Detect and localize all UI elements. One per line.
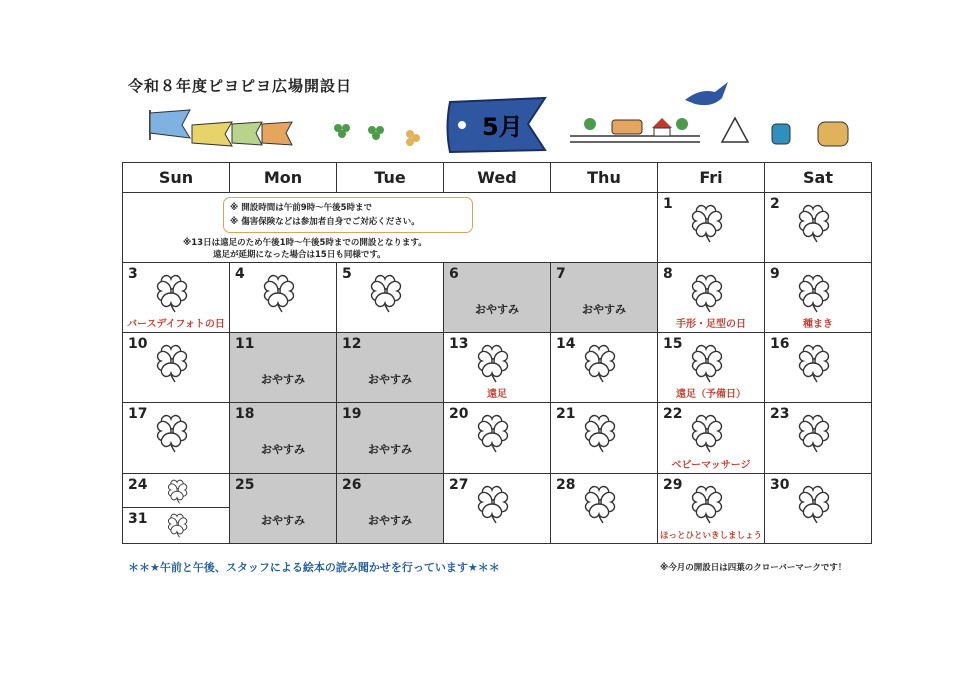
clover-icon xyxy=(684,409,728,453)
month-flag-icon xyxy=(448,98,546,152)
weekday-thu: Thu xyxy=(551,163,658,193)
rest-label: おやすみ xyxy=(368,513,412,527)
weekday-sun: Sun xyxy=(123,163,230,193)
clover-icon xyxy=(684,480,728,524)
clover-icon xyxy=(791,480,835,524)
day-number: 14 xyxy=(556,336,576,353)
day-cell-21 xyxy=(551,403,658,473)
event-label: バースデイフォトの日 xyxy=(127,319,225,331)
clover-icon xyxy=(163,476,191,504)
notice-line: ※13日は遠足のため午後1時～午後5時までの開設となります。 xyxy=(183,237,427,248)
notice-line: 遠足が延期になった場合は15日も同様です。 xyxy=(213,249,386,260)
notice-line: ※ 開設時間は午前9時～午後5時まで xyxy=(230,202,373,213)
clover-icon xyxy=(791,199,835,243)
day-cell-28 xyxy=(551,473,658,543)
week-row-2 xyxy=(123,262,872,332)
day-number: 12 xyxy=(342,336,362,353)
notice-line: ※ 傷害保険などは参加者自身でご対応ください。 xyxy=(230,216,420,227)
header-decoration xyxy=(0,0,960,165)
weekday-wed: Wed xyxy=(444,163,551,193)
clover-icon xyxy=(791,409,835,453)
cup-icon xyxy=(772,124,790,144)
day-cell-29 xyxy=(658,473,765,543)
week-row-1 xyxy=(123,192,872,262)
footer-note-right: ※今月の開設日は四葉のクローバーマークです！ xyxy=(660,563,847,573)
day-cell-1 xyxy=(658,192,765,262)
clover-decoration-icon xyxy=(334,124,384,140)
day-number: 13 xyxy=(449,336,469,353)
day-cell-10 xyxy=(123,333,230,403)
day-cell-2 xyxy=(765,192,872,262)
day-cell-8 xyxy=(658,262,765,332)
day-number: 4 xyxy=(235,265,245,282)
landscape-icon xyxy=(570,118,700,142)
day-number: 29 xyxy=(663,476,683,493)
clover-icon xyxy=(470,480,514,524)
event-label: 種まき xyxy=(803,319,833,331)
day-number: 17 xyxy=(128,406,148,423)
day-cell-24-31 xyxy=(123,473,230,543)
day-number: 30 xyxy=(770,476,790,493)
event-label: ベビーマッサージ xyxy=(671,459,751,471)
day-number: 10 xyxy=(128,336,148,353)
day-cell-16 xyxy=(765,333,872,403)
day-number: 22 xyxy=(663,406,683,423)
onigiri-icon xyxy=(722,118,748,142)
day-cell-30 xyxy=(765,473,872,543)
day-number: 15 xyxy=(663,336,683,353)
day-cell-24 xyxy=(123,474,229,508)
weekday-header-row xyxy=(123,163,872,193)
day-number: 7 xyxy=(556,265,566,282)
clover-icon xyxy=(256,269,300,313)
bird-icon xyxy=(685,82,728,105)
notice-cell xyxy=(123,192,658,262)
day-number: 25 xyxy=(235,476,255,493)
day-number: 20 xyxy=(449,406,469,423)
carp-streamer-icon xyxy=(150,110,292,146)
day-cell-5 xyxy=(337,262,444,332)
day-cell-14 xyxy=(551,333,658,403)
event-label: 手形・足型の日 xyxy=(676,319,746,331)
clover-icon xyxy=(791,269,835,313)
week-row-4 xyxy=(123,403,872,473)
notice-box xyxy=(223,197,473,233)
rest-label: おやすみ xyxy=(261,513,305,527)
day-cell-19 xyxy=(337,403,444,473)
day-number: 31 xyxy=(128,510,148,527)
rest-label: おやすみ xyxy=(368,373,412,387)
calendar-table xyxy=(122,162,872,544)
day-number: 27 xyxy=(449,476,469,493)
clover-icon xyxy=(149,269,193,313)
clover-icon xyxy=(577,409,621,453)
day-number: 6 xyxy=(449,265,459,282)
day-number: 11 xyxy=(235,336,255,353)
clover-icon xyxy=(791,339,835,383)
clover-icon xyxy=(684,269,728,313)
clover-icon xyxy=(684,339,728,383)
rest-label: おやすみ xyxy=(261,373,305,387)
month-flag-text: 5月 xyxy=(482,113,523,141)
backpack-icon xyxy=(818,122,848,146)
clover-icon xyxy=(470,339,514,383)
clover-icon xyxy=(149,409,193,453)
day-number: 19 xyxy=(342,406,362,423)
day-cell-23 xyxy=(765,403,872,473)
day-cell-17 xyxy=(123,403,230,473)
event-label: ほっとひといきしましょう xyxy=(659,531,762,541)
day-number: 1 xyxy=(663,195,673,212)
weekday-tue: Tue xyxy=(337,163,444,193)
day-number: 26 xyxy=(342,476,362,493)
week-row-3 xyxy=(123,333,872,403)
weekday-mon: Mon xyxy=(230,163,337,193)
day-number: 2 xyxy=(770,195,780,212)
day-cell-15 xyxy=(658,333,765,403)
day-cell-31 xyxy=(123,508,229,542)
event-label: 遠足 xyxy=(487,389,507,401)
day-number: 24 xyxy=(128,476,148,493)
clover-icon xyxy=(470,409,514,453)
weekday-sat: Sat xyxy=(765,163,872,193)
day-cell-3 xyxy=(123,262,230,332)
day-cell-7 xyxy=(551,262,658,332)
day-cell-18 xyxy=(230,403,337,473)
footer-note-left: ＊＊★午前と午後、スタッフによる絵本の読み聞かせを行っています★＊＊ xyxy=(128,561,500,574)
day-cell-26 xyxy=(337,473,444,543)
day-number: 23 xyxy=(770,406,790,423)
clover-icon xyxy=(149,339,193,383)
day-number: 8 xyxy=(663,265,673,282)
clover-icon xyxy=(163,510,191,538)
rest-label: おやすみ xyxy=(582,302,626,316)
rest-label: おやすみ xyxy=(475,302,519,316)
day-number: 18 xyxy=(235,406,255,423)
rest-label: おやすみ xyxy=(261,443,305,457)
week-row-5 xyxy=(123,473,872,543)
rest-label: おやすみ xyxy=(368,443,412,457)
day-cell-11 xyxy=(230,333,337,403)
day-cell-22 xyxy=(658,403,765,473)
day-cell-6 xyxy=(444,262,551,332)
day-cell-25 xyxy=(230,473,337,543)
event-label: 遠足（予備日） xyxy=(676,389,746,401)
day-number: 21 xyxy=(556,406,576,423)
day-number: 16 xyxy=(770,336,790,353)
weekday-fri: Fri xyxy=(658,163,765,193)
day-cell-12 xyxy=(337,333,444,403)
day-cell-4 xyxy=(230,262,337,332)
clover-icon xyxy=(363,269,407,313)
day-number: 9 xyxy=(770,265,780,282)
page-title: 令和８年度ピヨピヨ広場開設日 xyxy=(128,77,353,95)
clover-icon xyxy=(577,480,621,524)
day-cell-20 xyxy=(444,403,551,473)
clover-icon xyxy=(684,199,728,243)
day-number: 5 xyxy=(342,265,352,282)
day-number: 28 xyxy=(556,476,576,493)
day-number: 3 xyxy=(128,265,138,282)
clover-icon xyxy=(577,339,621,383)
day-cell-13 xyxy=(444,333,551,403)
day-cell-9 xyxy=(765,262,872,332)
day-cell-27 xyxy=(444,473,551,543)
notice-below xyxy=(183,237,427,261)
flower-decoration-icon xyxy=(406,130,420,146)
